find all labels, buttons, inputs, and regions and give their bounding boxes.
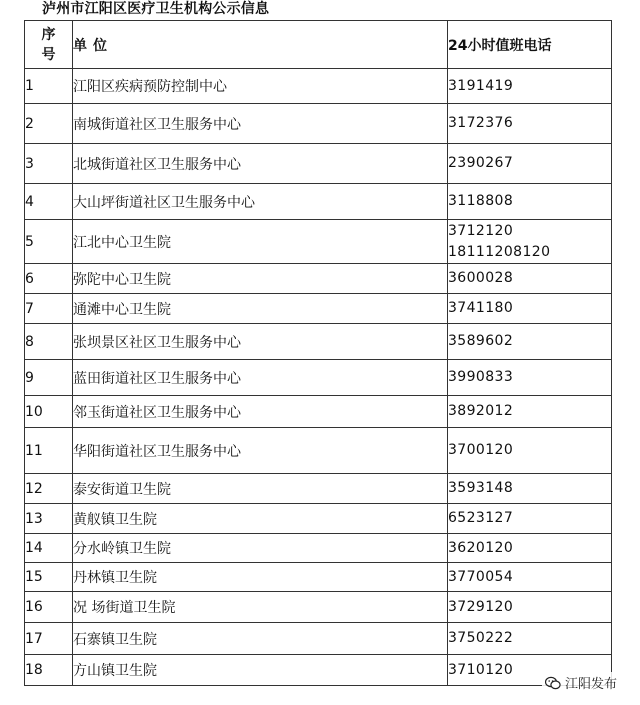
row-phone bbox=[448, 104, 612, 144]
phone-number: 2390267 bbox=[448, 155, 514, 171]
phone-number: 3750222 bbox=[448, 630, 514, 646]
row-unit: 大山坪街道社区卫生服务中心 bbox=[73, 184, 448, 220]
row-number: 4 bbox=[25, 184, 73, 220]
row-phone bbox=[448, 504, 612, 534]
row-unit: 况 场街道卫生院 bbox=[73, 592, 448, 623]
table-row bbox=[25, 69, 612, 104]
table-row bbox=[25, 474, 612, 504]
row-number: 10 bbox=[25, 396, 73, 428]
table-row bbox=[25, 184, 612, 220]
row-unit: 分水岭镇卫生院 bbox=[73, 534, 448, 563]
phone-number: 3600028 bbox=[448, 270, 514, 286]
row-unit: 江阳区疾病预防控制中心 bbox=[73, 69, 448, 104]
phone-number: 18111208120 bbox=[448, 243, 551, 260]
table-row bbox=[25, 360, 612, 396]
phone-number: 3700120 bbox=[448, 442, 514, 458]
table-row bbox=[25, 592, 612, 623]
row-unit: 丹林镇卫生院 bbox=[73, 563, 448, 592]
row-phone bbox=[448, 184, 612, 220]
row-phone bbox=[448, 324, 612, 360]
row-number: 16 bbox=[25, 592, 73, 623]
row-number: 18 bbox=[25, 655, 73, 686]
table-header-row bbox=[25, 21, 612, 69]
row-unit: 蓝田街道社区卫生服务中心 bbox=[73, 360, 448, 396]
row-unit: 张坝景区社区卫生服务中心 bbox=[73, 324, 448, 360]
row-phone bbox=[448, 360, 612, 396]
row-unit: 南城街道社区卫生服务中心 bbox=[73, 104, 448, 144]
row-unit: 泰安街道卫生院 bbox=[73, 474, 448, 504]
row-unit: 江北中心卫生院 bbox=[73, 220, 448, 264]
row-unit: 邻玉街道社区卫生服务中心 bbox=[73, 396, 448, 428]
row-number: 11 bbox=[25, 428, 73, 474]
row-phone bbox=[448, 428, 612, 474]
phone-number: 3710120 bbox=[448, 661, 514, 678]
row-number: 14 bbox=[25, 534, 73, 563]
row-number: 6 bbox=[25, 264, 73, 294]
row-phone bbox=[448, 220, 612, 264]
row-unit: 石寨镇卫生院 bbox=[73, 623, 448, 655]
row-unit: 弥陀中心卫生院 bbox=[73, 264, 448, 294]
row-unit: 方山镇卫生院 bbox=[73, 655, 448, 686]
facility-table bbox=[24, 20, 612, 686]
row-phone bbox=[448, 474, 612, 504]
row-number: 13 bbox=[25, 504, 73, 534]
table-row bbox=[25, 294, 612, 324]
header-seq-top: 序 bbox=[41, 26, 56, 43]
table-row bbox=[25, 504, 612, 534]
row-number: 8 bbox=[25, 324, 73, 360]
table-row bbox=[25, 623, 612, 655]
row-number: 7 bbox=[25, 294, 73, 324]
watermark bbox=[542, 672, 620, 693]
phone-number: 3729120 bbox=[448, 598, 514, 615]
phone-number: 3620120 bbox=[448, 539, 514, 556]
header-seq bbox=[25, 21, 73, 69]
row-unit: 华阳街道社区卫生服务中心 bbox=[73, 428, 448, 474]
row-phone bbox=[448, 144, 612, 184]
table-row bbox=[25, 264, 612, 294]
row-phone bbox=[448, 294, 612, 324]
table-row bbox=[25, 534, 612, 563]
header-phone: 24小时值班电话 bbox=[448, 21, 612, 69]
watermark-text: 江阳发布 bbox=[564, 677, 617, 692]
row-phone bbox=[448, 69, 612, 104]
table-row bbox=[25, 220, 612, 264]
row-phone bbox=[448, 563, 612, 592]
header-seq-bottom: 号 bbox=[41, 46, 56, 63]
phone-number: 3191419 bbox=[448, 77, 514, 94]
phone-number: 3118808 bbox=[448, 193, 514, 209]
table-row bbox=[25, 428, 612, 474]
row-unit: 通滩中心卫生院 bbox=[73, 294, 448, 324]
wechat-icon bbox=[545, 676, 561, 690]
table-row bbox=[25, 396, 612, 428]
phone-number: 3990833 bbox=[448, 369, 514, 385]
document-title: 泸州市江阳区医疗卫生机构公示信息 bbox=[42, 1, 270, 17]
row-number: 3 bbox=[25, 144, 73, 184]
phone-number: 6523127 bbox=[448, 510, 514, 526]
row-phone bbox=[448, 534, 612, 563]
header-unit: 单位 bbox=[73, 21, 448, 69]
row-number: 5 bbox=[25, 220, 73, 264]
table-row bbox=[25, 563, 612, 592]
phone-number: 3741180 bbox=[448, 300, 514, 316]
row-number: 17 bbox=[25, 623, 73, 655]
table-row bbox=[25, 655, 612, 686]
table-row bbox=[25, 104, 612, 144]
row-unit: 北城街道社区卫生服务中心 bbox=[73, 144, 448, 184]
row-phone bbox=[448, 623, 612, 655]
phone-number: 3593148 bbox=[448, 480, 514, 496]
row-phone bbox=[448, 592, 612, 623]
phone-number: 3712120 bbox=[448, 222, 514, 239]
row-phone bbox=[448, 264, 612, 294]
row-number: 15 bbox=[25, 563, 73, 592]
row-unit: 黄舣镇卫生院 bbox=[73, 504, 448, 534]
row-number: 1 bbox=[25, 69, 73, 104]
phone-number: 3770054 bbox=[448, 568, 514, 585]
phone-number: 3172376 bbox=[448, 115, 514, 131]
phone-number: 3589602 bbox=[448, 333, 514, 349]
table-row bbox=[25, 144, 612, 184]
row-number: 12 bbox=[25, 474, 73, 504]
table-row bbox=[25, 324, 612, 360]
phone-number: 3892012 bbox=[448, 403, 514, 419]
row-number: 9 bbox=[25, 360, 73, 396]
row-number: 2 bbox=[25, 104, 73, 144]
row-phone bbox=[448, 396, 612, 428]
